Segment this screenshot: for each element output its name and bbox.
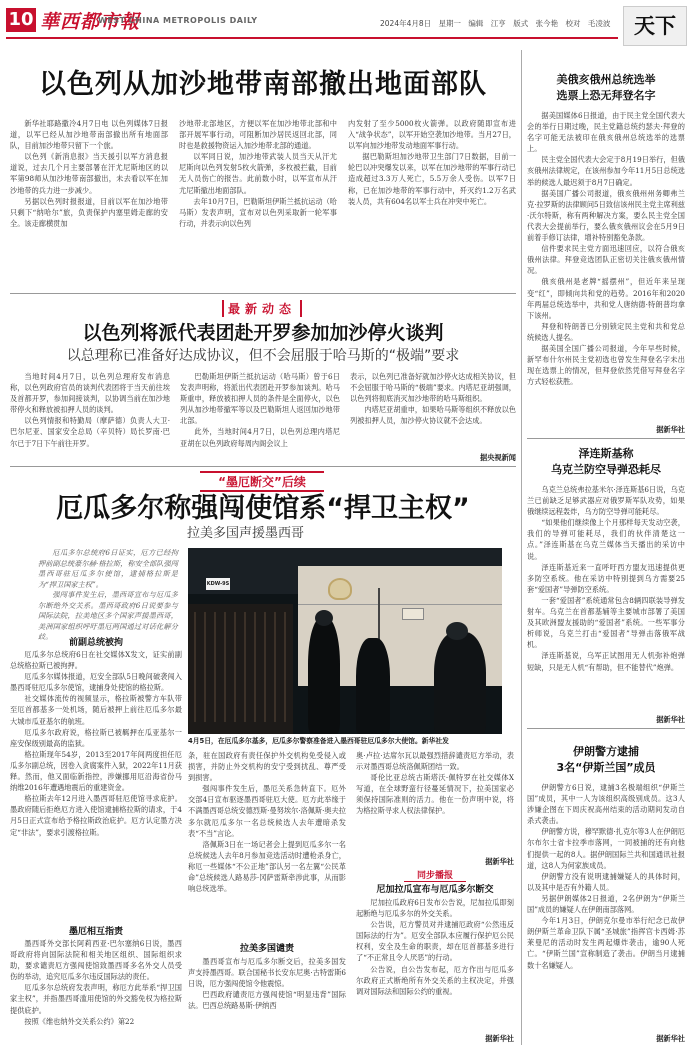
police-helmet [446,622,468,640]
proofreader: 校对 毛凌波 [565,19,611,28]
article-2-headline: 以色列将派代表团赴开罗参加加沙停火谈判 [82,322,444,344]
header-rule [6,37,618,39]
wall-shadow [298,604,502,605]
article-3-sub1-body: 厄瓜多尔总统府6日在社交媒体X发文，证实前副总统格拉斯已被拘押。 厄瓜多尔媒体报道，厄安全部队5日晚间破袭闯入墨西哥驻厄瓜多尔使馆，逮捕身处使馆的格拉斯。 社交媒体流传的视频显示，格拉斯被警方车队带至厄首都基多一处机场，随后被押上前往厄瓜多尔最大城市瓜亚基尔的航班。 厄瓜多尔政府说，格拉斯已被羁押在瓜亚基尔一座安保级别最高的监狱。 格拉斯现年54岁，2013至2017年间两度担任厄瓜多尔副总统，因卷入贪腐案件入狱，2022年11月获释。然而，他又面临新指控，涉嫌挪用厄沿海省份马纳维2016年遭遇地震后的重建资金。 格拉斯去年12月进入墨西哥驻厄使馆寻求庇护。墨政府随后拒绝厄方进入使馆逮捕格拉斯的请求，于4月5日正式宣布给予格拉斯政治庇护。厄方认定墨方决定“非法”，要求引渡格拉斯。 [10,650,182,837]
gate-sign: KDW-9S [206,578,230,590]
right-article-3-body: 伊朗警方6日说，逮捕3名极端组织“伊斯兰国”成员，其中一人为该组织高级别成员。这3人涉嫌企图在下周庆祝高州结束的活动期间发动自杀式袭击。 伊朗警方说，穆罕默德·扎克尔等3人在伊朗厄尔布尔士省卡拉季市落网，一同被捕的还有向他们提供一起的8人。据伊朗国际兰共和国通讯社报道，这8人为何家族成员。 伊朗警方没有说明逮捕嫌疑人的具体时间，以及其中是否有外籍人员。 另据伊朗媒体2日报道，2名伊朗为“伊斯兰国”成员的嫌疑人在伊朗南部落网。 今年1月3日，伊朗克尔曼市举行纪念已故伊朗伊斯兰革命卫队下属“圣城旅”指挥官卡西姆·苏莱曼尼的活动时发生两起爆炸袭击，逾90人死亡。“伊斯兰国”宣称制造了袭击。伊朗当月逮捕数十名嫌疑人。 [527,783,685,970]
article-1-col-2: 沙地带北部地区，方便以军在加沙地带北部和中部开展军事行动，可阻断加沙居民返回北部，同时也是救援物资运入加沙地带北部的通道。 以军同日说，加沙地带武装人员当天从汗尤尼斯向以色列发射5枚火箭弹，多枚被拦截，目前无人员伤亡的报告。此前数小时，以军宣布从汗尤尼斯撤出地面部队。 去年10月7日，巴勒斯坦伊斯兰抵抗运动（哈马斯）发表声明，宣布对以色列采取新一轮军事行动，并表示向以色列 [179,119,337,228]
photo-caption: 4月5日，在厄瓜多尔基多，厄瓜多尔警察准备进入墨西哥驻厄瓜多尔大使馆。新华社发 [188,737,449,745]
coat-of-arms-emblem [328,578,352,600]
divider [10,466,516,467]
article-1-headline: 以色列从加沙地带南部撤出地面部队 [39,69,487,100]
page-meta [380,18,610,29]
article-3-intro: 厄瓜多尔总统府6日证实，厄方已经拘押前副总统豪尔赫·格拉斯，称安全部队强闯墨西哥驻厄瓜多尔使馆，逮捕格拉斯是为“捍卫国家主权”。 强闯事件发生后，墨西哥宣布与厄瓜多尔断绝外交关系。墨西哥政府6日说要参与国际法院，拉美地区多个国家声援墨西哥，美洲国家组织呼吁墨厄两国通过对话化解分歧。 [38,548,178,641]
article-2-col-3: 表示，以色列已准备好就加沙停火达成相关协议，但不会屈服于哈马斯的“极端”要求。内塔尼亚胡强调，以色列将彻底消灭加沙地带的哈马斯组织。 内塔尼亚胡重申，如果哈马斯等组织不释放以色列被扣押人员，加沙停火协议就不会达成。 [350,372,516,426]
police-officer [308,618,340,734]
article-3-sub3-body: 墨西哥宣布与厄瓜多尔断交后，拉美多国发声支持墨西哥。联合国秘书长安东尼奥·古特雷斯6日说，厄方强闯使馆令他震惊。 巴西政府谴责厄方强闯使馆“明显违背”国际法。巴西总统路易斯·伊纳西 [188,957,346,1011]
article-3-col-2: 条，驻在国政府有责任保护外交机构免受侵入或损害，并防止外交机构的安宁受到扰乱、尊严受到损害。 强闯事件发生后，墨厄关系急转直下。厄外交部4日宣布驱逐墨西哥驻厄大使。厄方此举缘于不满墨西哥总统安德烈斯·曼努埃尔·洛佩斯·奥夫拉多尔就厄瓜多尔一名总统候选人去年遭暗杀发表“不当”言论。 洛佩斯3日在一场记者会上提到厄瓜多尔一名总统候选人去年8月参加竞选活动时遭枪杀身亡，称厄一些媒体“不公正地”部认另一名左翼“公民革命”总统候选人路易莎·冈萨雷斯牵涉此事，从而影响总统选举。 [188,751,346,894]
article-3-subhead: 拉美多国声援墨西哥 [186,526,304,541]
article-2-subhead: 以总理称已准备好达成协议，但不会屈服于哈马斯的“极端”要求 [66,348,460,364]
article-1-col-1: 新华社耶路撒冷4月7日电 以色列媒体7日报道，以军已经从加沙地带南部撤出所有地面部队，目前加沙地带只留下一个旅。 以色列《新消息报》当天援引以军方消息报道说，过去几个月主要部署在汗尤尼斯地区的以军第98师从加沙地带南部撤出，未去看以军在加沙地带的兵力进一步减少。 另据以色列时报报道，目前以军在加沙地带只剩下“纳哈尔”旅，负责保护内塞里姆走廊的安全。该走廊横贯加 [10,119,168,228]
article-2-source: 据央视新闻 [480,453,516,462]
layout-editor: 版式 张今艳 [513,19,559,28]
gate-bars [194,612,286,722]
editor: 编辑 江亨 [468,19,506,28]
section-name: 天下 [623,6,687,46]
article-3-source-1: 据新华社 [485,857,514,866]
article-3-sub2-body: 墨西哥外交部长阿莉西亚·巴尔塞纳6日说，墨西哥政府将向国际法院和相关地区组织、国际组织求助，要求谴责厄方强闯使馆致墨西哥多名外交人员受伤的举动，追究厄瓜多尔违反国际法的责任。 厄瓜多尔总统府发表声明，称厄方此举系“捍卫国家主权”，并指墨西哥滥用使馆的外交豁免权为格拉斯提供庇护。 按照《维也纳外交关系公约》第22 [10,939,182,1026]
article-3-tag: “墨厄断交”后续 [200,471,324,492]
article-3-headline: 厄瓜多尔称强闯使馆系“捍卫主权” [56,493,470,524]
article-3-source-2: 据新华社 [485,1034,514,1043]
divider [10,293,516,294]
police-officer [434,632,486,734]
window-light [402,608,424,620]
article-2-tag: 最新动态 [222,300,302,317]
subsection-title-2: 墨厄相互指责 [68,927,123,937]
divider [527,438,685,439]
right-article-1-body: 据美国媒体6日报道，由于民主党全国代表大会的举行日期过晚，民主党籍总统约瑟夫·拜登的名字可能无法被印在俄亥俄州总统选举的选票上。 民主党全国代表大会定于8月19日举行，但俄亥俄州法律规定，在该州参加今年11月5日总统选举的候选人最迟须于8月7日确定。 据美国广播公司报道，俄亥俄州州务卿弗兰克·拉罗斯的法律顾问5日致信该州民主党主席利兹·沃尔特斯，称有两种解决方案，要么民主党全国代表大会提前举行，要么俄亥俄州议会在5月9日前着手修订法律，增补特别豁免条款。 信件要求民主党方面迅速回应，以符合俄亥俄州法律。拜登竞选团队正密切关注俄亥俄州情况。 俄亥俄州是老牌“摇摆州”，但近年来呈现变“红”，即倾向共和党的趋势。2016年和2020年两届总统选举中，共和党人唐纳德·特朗普均拿下该州。 拜登和特朗普已分别锁定民主党和共和党总统候选人提名。 据美国全国广播公司报道，今年早些时候，新罕布什尔州民主党初选也曾发生拜登名字未出现在选票上的情况，但拜登依然凭借写拜登名字方式轻松获胜。 [527,111,685,387]
right-article-3-source: 据新华社 [656,1034,685,1043]
article-2-col-1: 当地时间4月7日，以色列总理府发布消息称，以色列政府官员的谈判代表团将于当天前往埃及首都开罗，参加间接谈判，以协调当前在加沙地带停火和释放被扣押人员的谈判。 以色列情报和特勤局（摩萨德）负责人大卫·巴尔尼亚、国家安全总局（辛贝特）局长罗南·巴尔已于7日下午前往开罗。 [10,372,170,448]
subsection-title-4: 尼加拉瓜宣布与厄瓜多尔断交 [376,885,494,895]
police-officer [356,638,390,734]
article-2-col-2: 巴勒斯坦伊斯兰抵抗运动（哈马斯）曾于6日发表声明称，将派出代表团赴开罗参加谈判。哈马斯重申，释放被扣押人员的条件是全面停火，以色列从加沙地带撤军等以及巴勒斯坦人返回加沙地带北部。 此外，当地时间4月7日，以色列总理内塔尼亚胡在以色列政府每周内阁会议上 [180,372,340,448]
column-divider [521,50,522,1045]
right-article-2-headline: 泽连斯基称 乌克兰防空导弹恐耗尽 [551,447,661,476]
newspaper-logo: 華西都市報 [40,11,141,33]
article-3-col-3: 奥·卢拉·达席尔瓦以最强烈措辞谴责厄方举动，表示对墨西哥总统洛佩斯团结一致。 哥伦比亚总统古斯塔沃·佩特罗在社交媒体X写道，在全球野蛮行径蔓延情况下，拉美国家必须保持国际准则的活力。他在一份声明中说，将为格拉斯寻求人权法律保护。 [356,751,514,816]
news-photo [188,548,502,734]
divider [527,728,685,729]
right-article-1-headline: 美俄亥俄州总统选举 选票上恐无拜登名字 [556,73,656,102]
subsection-title-3: 拉美多国谴责 [239,944,294,954]
right-article-2-body: 乌克兰总统弗拉基米尔·泽连斯基6日说，乌克兰已前缺乏足够武器应对俄罗斯军队攻势，如果俄继续远程轰炸，乌方防空导弹可能耗尽。 “如果他们继续像上个月那样每天发动空袭，我们的导弹可能耗尽，我们的伙伴清楚这一点。”泽连斯基在乌克兰媒体当天播出的采访中说。 泽连斯基近来一直呼吁西方盟友迅速提供更多防空系统。他在采访中特别提到乌方需要25套“爱国者”导弹防空系统。 一套“爱国者”系统通常包含8辆四联装导弹发射车。乌克兰在首都基辅等主要城市部署了美国及其欧洲盟友援助的“爱国者”系统。一些军事分析师说，乌克兰打击“爱国者”导弹击落俄军战机。 泽连斯基说，乌军正试图用无人机弥补炮弹短缺，只是无人机“有帮助，但不能替代”炮弹。 [527,485,685,672]
weekday: 星期一 [438,19,462,28]
page-number: 10 [6,8,36,32]
right-article-1-source: 据新华社 [656,425,685,434]
right-article-2-source: 据新华社 [656,715,685,724]
article-1-col-3: 内发射了至少5000枚火箭弹。以政府随即宣布进入“战争状态”，以军开始空袭加沙地带。当月27日，以军向加沙地带发动地面军事行动。 据巴勒斯坦加沙地带卫生部门7日数据，目前一轮巴以冲突爆发以来，以军在加沙地带的军事行动已造成超过3.3万人死亡，5.5万余人受伤。以军7日称，已在加沙地带的军事行动中，歼灭约1.2万名武装人员，共有604名以军士兵在冲突中死亡。 [348,119,516,206]
subsection-title-1: 前副总统被拘 [68,638,123,648]
right-article-3-headline: 伊朗警方逮捕 3名“伊斯兰国”成员 [556,745,656,774]
sync-broadcast-tag: 同步播报 [404,868,466,882]
police-helmet [315,610,333,626]
article-3-sub4-body: 尼加拉瓜政府6日发布公告说，尼加拉瓜即刻起断绝与厄瓜多尔的外交关系。 公告说，厄方警员对并逮捕厄政府“公然违反国际法的行为”。厄安全部队本应履行保护厄公民权利，安全及生命的职责，却在厄首都基多进行了“不正常且令人厌恶”的行动。 公告说，自公告发布起，厄方作出与厄瓜多尔政府正式断绝所有外交关系的主权决定，并强调对国际法和国际公约的重视。 [356,898,514,996]
newspaper-english-name: WEST CHINA METROPOLIS DAILY [98,16,258,25]
page-header [0,0,690,46]
date: 2024年4月8日 [380,19,432,28]
